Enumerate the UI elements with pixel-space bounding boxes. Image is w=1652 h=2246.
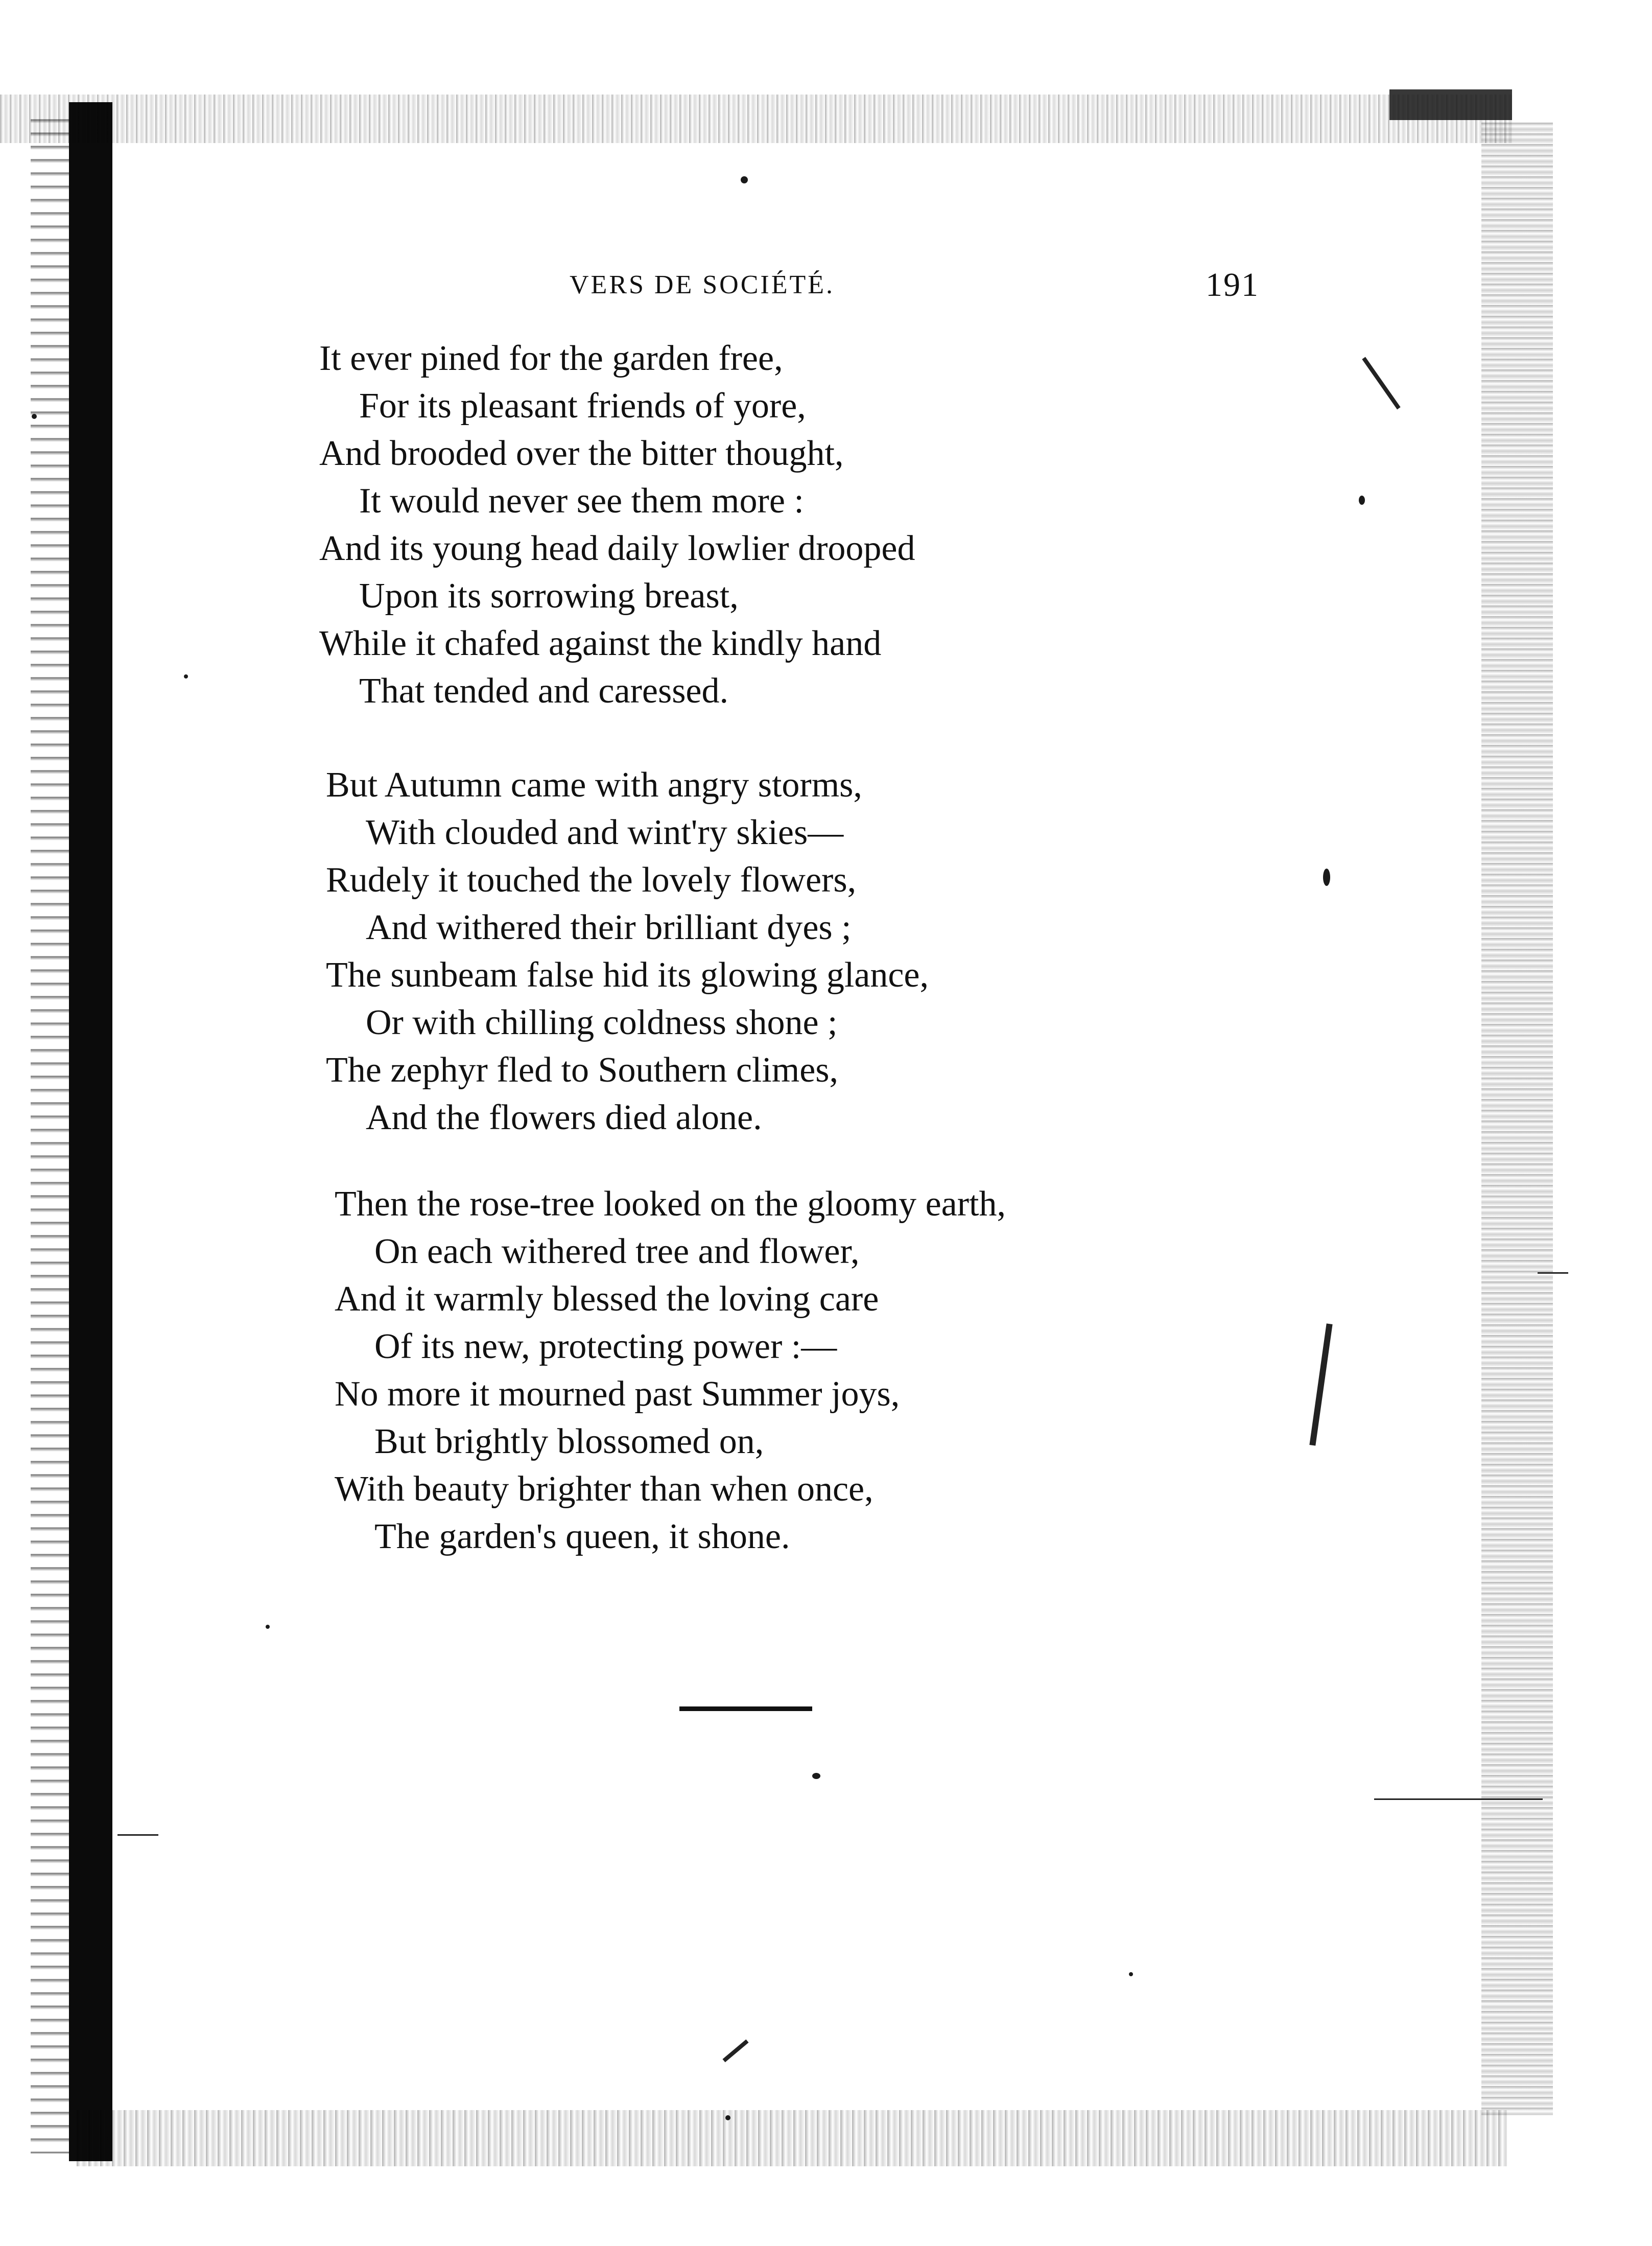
dust-speck <box>1129 1972 1133 1976</box>
dust-speck <box>32 414 37 419</box>
stray-line <box>117 1834 158 1836</box>
poem-line: No more it mourned past Summer joys, <box>335 1374 900 1414</box>
poem-line: But brightly blossomed on, <box>374 1422 764 1461</box>
poem-line: Then the rose-tree looked on the gloomy earth, <box>335 1184 1006 1224</box>
right-edge-noise <box>1481 123 1553 2115</box>
section-end-rule <box>679 1706 812 1711</box>
poem-line: Rudely it touched the lovely flowers, <box>326 860 857 900</box>
poem-line: The zephyr fled to Southern climes, <box>326 1050 839 1090</box>
dust-speck <box>1359 496 1365 505</box>
poem-line: And the flowers died alone. <box>366 1098 762 1137</box>
poem-line: But Autumn came with angry storms, <box>326 765 862 805</box>
dust-speck <box>725 2115 730 2120</box>
poem-line: On each withered tree and flower, <box>374 1232 860 1271</box>
bottom-edge-noise <box>77 2110 1507 2166</box>
running-head: VERS DE SOCIÉTÉ. <box>570 270 835 299</box>
poem-line: Of its new, protecting power :— <box>374 1327 837 1366</box>
page-number: 191 <box>1206 266 1259 303</box>
dust-speck <box>812 1773 820 1779</box>
poem-line: It ever pined for the garden free, <box>319 339 783 378</box>
poem-line: Or with chilling coldness shone ; <box>366 1003 838 1042</box>
poem-line: And its young head daily lowlier drooped <box>319 529 915 568</box>
top-edge-noise <box>0 95 1512 143</box>
stray-pen-mark <box>722 2040 748 2063</box>
stanza-3 <box>335 1180 1006 1560</box>
top-right-corner-shadow <box>1389 89 1512 120</box>
poem-line: While it chafed against the kindly hand <box>319 624 882 663</box>
stray-pen-mark <box>1309 1323 1332 1445</box>
poem-line: It would never see them more : <box>359 481 804 521</box>
poem-line: That tended and caressed. <box>359 671 729 711</box>
stanza-2 <box>326 761 929 1141</box>
stray-line <box>1538 1272 1568 1274</box>
poem-line: And it warmly blessed the loving care <box>335 1279 879 1319</box>
stanza-1 <box>319 335 915 715</box>
poem-line: The garden's queen, it shone. <box>374 1517 790 1556</box>
poem-line: And brooded over the bitter thought, <box>319 434 844 473</box>
poem-line: With clouded and wint'ry skies— <box>366 813 844 852</box>
poem-line: With beauty brighter than when once, <box>335 1469 874 1509</box>
dust-speck <box>1323 869 1330 886</box>
binding-spine-bar <box>69 102 112 2161</box>
stray-line <box>1374 1798 1543 1800</box>
dust-speck <box>266 1625 270 1629</box>
poem-line: For its pleasant friends of yore, <box>359 386 806 426</box>
dust-speck <box>184 674 188 679</box>
dust-speck <box>741 176 748 183</box>
poem-line: And withered their brilliant dyes ; <box>366 908 852 947</box>
stray-pen-mark <box>1362 357 1400 410</box>
poem-line: Upon its sorrowing breast, <box>359 576 739 616</box>
poem-line: The sunbeam false hid its glowing glance, <box>326 955 929 995</box>
